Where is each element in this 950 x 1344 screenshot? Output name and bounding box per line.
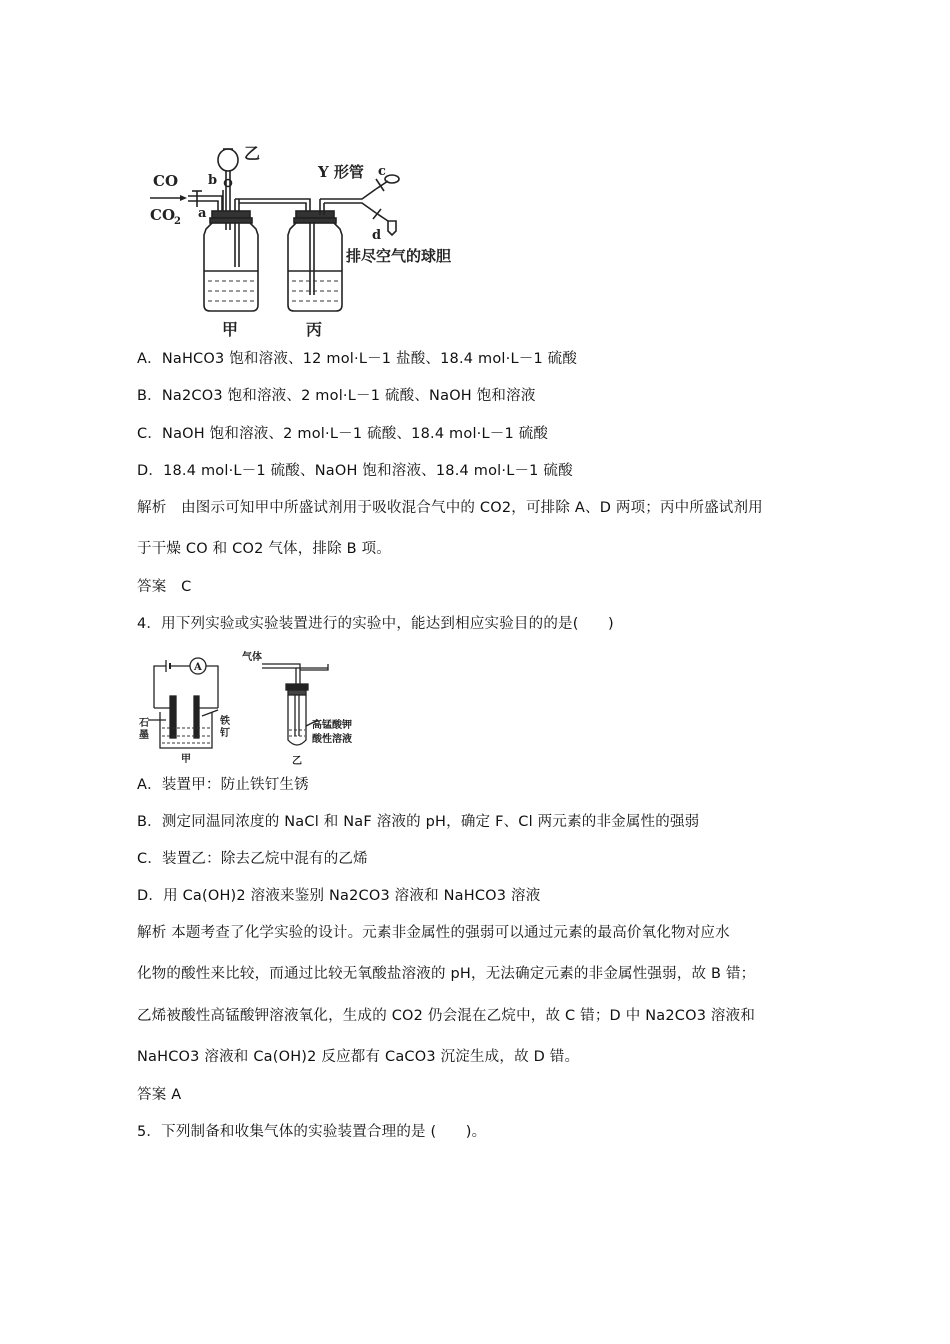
q3-option-c: C．NaOH 饱和溶液、2 mol·L－1 硫酸、18.4 mol·L－1 硫酸 (137, 426, 549, 442)
q4-analysis-line-4: NaHCO3 溶液和 Ca(OH)2 反应都有 CaCO3 沉淀生成，故 D 错。 (137, 1049, 580, 1065)
q3-analysis-line-2: 于干燥 CO 和 CO2 气体，排除 B 项。 (137, 541, 392, 557)
label-co2: CO (150, 206, 176, 224)
kmno4-label-1: 高锰酸钾 (312, 720, 352, 731)
q4-option-b: B．测定同温同浓度的 NaCl 和 NaF 溶液的 pH，确定 F、Cl 两元素的非金属性的强弱 (137, 814, 700, 830)
q4-option-a: A．装置甲：防止铁钉生锈 (137, 777, 309, 793)
label-yi: 乙 (244, 144, 261, 163)
nail-label-2: 钉 (220, 728, 230, 739)
q5-stem: 5．下列制备和收集气体的实验装置合理的是 ( )。 (137, 1124, 487, 1140)
graphite-label-1: 石 (139, 718, 149, 729)
q3-option-a: A．NaHCO3 饱和溶液、12 mol·L－1 盐酸、18.4 mol·L－1 硫酸 (137, 351, 578, 367)
gas-label: 气体 (242, 652, 262, 663)
label-c: c (378, 164, 386, 179)
label-bing: 丙 (306, 320, 323, 339)
q3-option-b: B．Na2CO3 饱和溶液、2 mol·L－1 硫酸、NaOH 饱和溶液 (137, 388, 536, 404)
nail-label-1: 铁 (220, 716, 230, 727)
q3-option-d: D．18.4 mol·L－1 硫酸、NaOH 饱和溶液、18.4 mol·L－1 硫酸 (137, 463, 573, 479)
q3-analysis-line-1: 解析 由图示可知甲中所盛试剂用于吸收混合气中的 CO2，可排除 A、D 两项；丙中所盛试剂用 (137, 500, 763, 516)
label-b: b (208, 173, 218, 188)
q4-analysis-line-3: 乙烯被酸性高锰酸钾溶液氧化，生成的 CO2 仍会混在乙烷中，故 C 错；D 中 Na2CO3 溶液和 (137, 1008, 756, 1024)
ammeter-label: A (194, 662, 202, 673)
label-d: d (372, 228, 382, 243)
kmno4-label-2: 酸性溶液 (312, 734, 352, 745)
label-bladder: 排尽空气的球胆 (346, 247, 452, 265)
label-co2-subscript: 2 (174, 216, 181, 227)
q4-answer: 答案 A (137, 1087, 182, 1103)
q4-analysis-line-2: 化物的酸性来比较，而通过比较无氧酸盐溶液的 pH，无法确定元素的非金属性强弱，故 B 错； (137, 966, 756, 982)
label-jia: 甲 (222, 320, 239, 339)
q4-option-d: D．用 Ca(OH)2 溶液来鉴别 Na2CO3 溶液和 NaHCO3 溶液 (137, 888, 541, 904)
q4-stem: 4．用下列实验或实验装置进行的实验中，能达到相应实验目的的是( ) (137, 616, 614, 632)
label-y-tube: Y 形管 (318, 163, 364, 181)
label-co: CO (153, 172, 179, 190)
q4-option-c: C．装置乙：除去乙烷中混有的乙烯 (137, 851, 368, 867)
q3-answer: 答案 C (137, 579, 192, 595)
beaker-label-jia: 甲 (181, 754, 191, 765)
label-a: a (198, 206, 207, 221)
graphite-label-2: 墨 (139, 730, 149, 741)
apparatus-figure-1 (140, 135, 500, 340)
q4-analysis-line-1: 解析 本题考查了化学实验的设计。元素非金属性的强弱可以通过元素的最高价氧化物对应水 (137, 925, 730, 941)
tube-label-yi: 乙 (292, 756, 302, 767)
apparatus-figure-2 (138, 648, 378, 768)
